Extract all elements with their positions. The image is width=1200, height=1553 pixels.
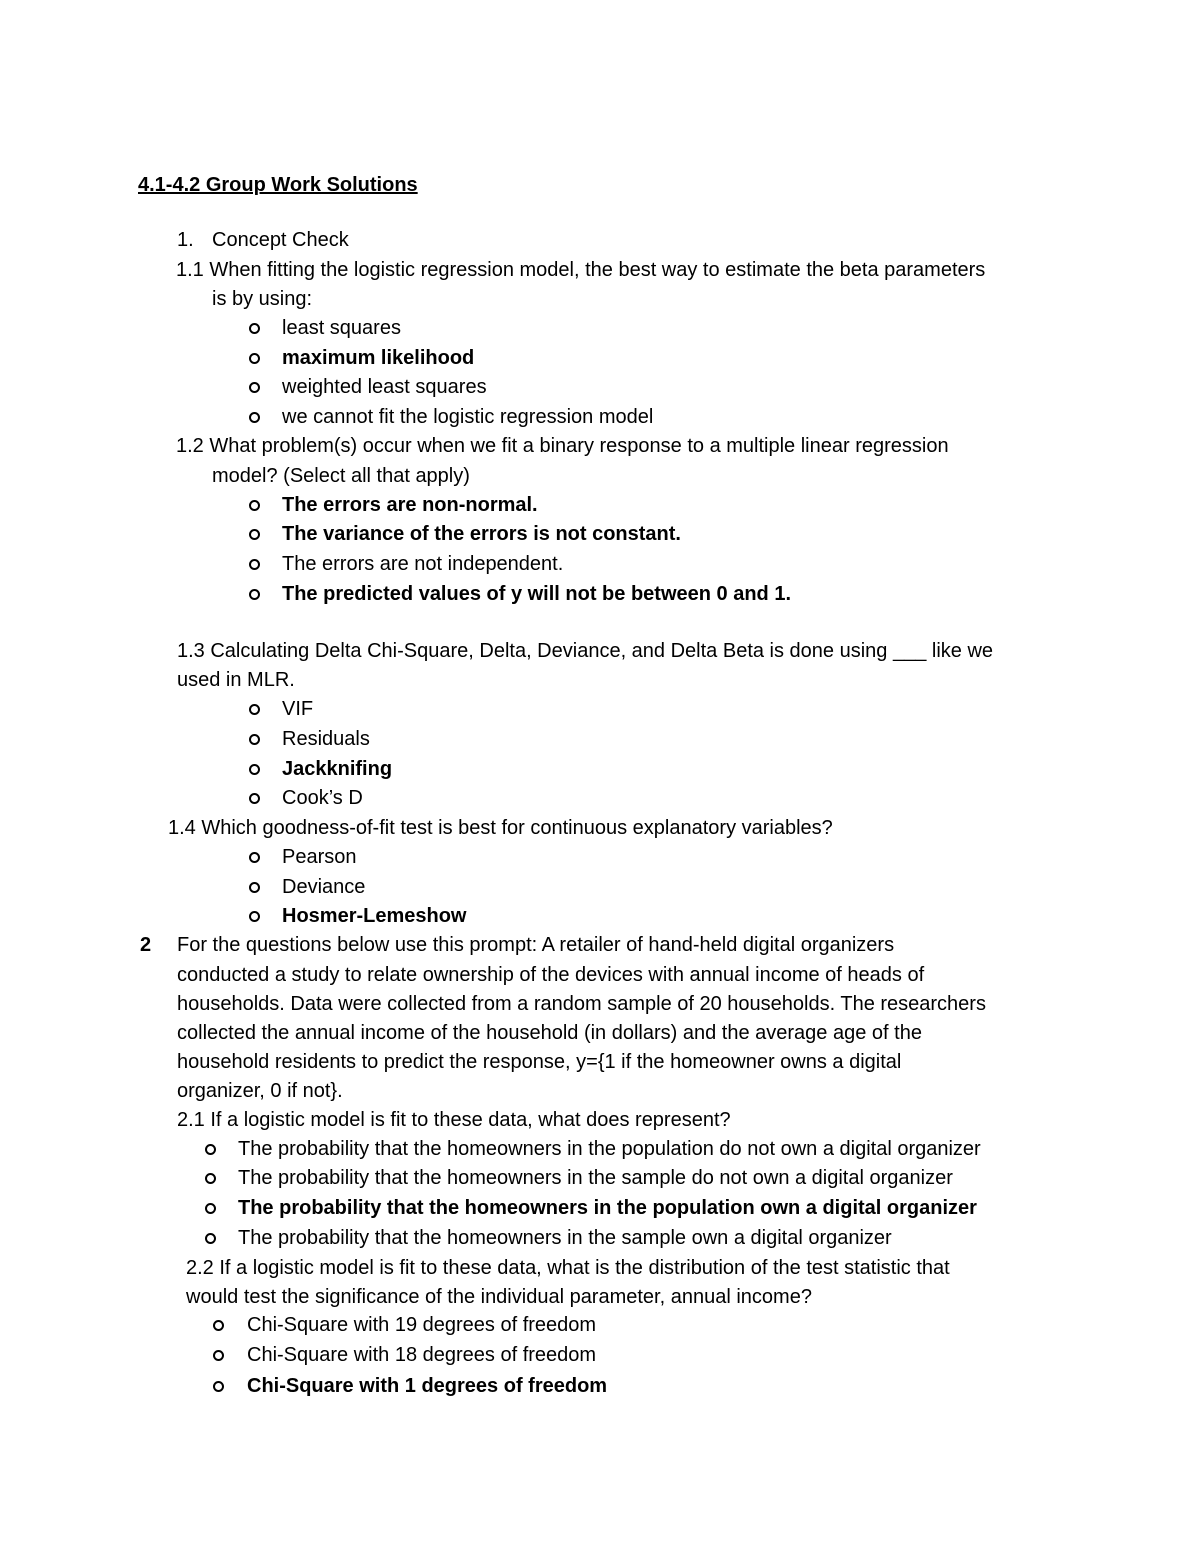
option-1-4-c-correct: Hosmer-Lemeshow [282,905,467,927]
option-1-3-a: VIF [282,698,314,720]
option-1-1-d: we cannot fit the logistic regression model [282,406,654,428]
question-1-4: 1.4 Which goodness-of-fit test is best for continuous explanatory variables? [168,817,833,839]
option-2-2-a: Chi-Square with 19 degrees of freedom [247,1314,597,1336]
option-2-2-b: Chi-Square with 18 degrees of freedom [247,1344,597,1366]
document-title: 4.1-4.2 Group Work Solutions [138,174,418,196]
option-1-3-c-correct: Jackknifing [282,758,393,780]
option-1-2-a-correct: The errors are non-normal. [282,494,538,516]
question-1-3-line2: used in MLR. [177,669,295,691]
option-1-3-d: Cook’s D [282,787,363,809]
prompt-line-4: collected the annual income of the household (in dollars) and the average age of the [177,1022,922,1044]
question-1-1-line2: is by using: [212,288,313,310]
question-2-2-line2: would test the significance of the individual parameter, annual income? [186,1286,812,1308]
option-2-1-c-correct: The probability that the homeowners in the population own a digital organizer [238,1197,977,1219]
prompt-line-5: household residents to predict the response, y={1 if the homeowner owns a digital [177,1051,902,1073]
section-1-label: Concept Check [212,229,349,251]
option-1-1-c: weighted least squares [282,376,487,398]
option-1-2-d-correct: The predicted values of y will not be between 0 and 1. [282,583,792,605]
option-1-3-b: Residuals [282,728,370,750]
prompt-line-6: organizer, 0 if not}. [177,1080,343,1102]
option-2-1-b: The probability that the homeowners in the sample do not own a digital organizer [238,1167,953,1189]
option-2-1-d: The probability that the homeowners in the sample own a digital organizer [238,1227,892,1249]
question-1-2-line2: model? (Select all that apply) [212,465,470,487]
option-1-1-b-correct: maximum likelihood [282,347,475,369]
option-1-1-a: least squares [282,317,401,339]
option-1-4-b: Deviance [282,876,366,898]
prompt-line-2: conducted a study to relate ownership of the devices with annual income of heads of [177,964,925,986]
option-2-2-c-correct: Chi-Square with 1 degrees of freedom [247,1375,608,1397]
option-1-2-b-correct: The variance of the errors is not constant. [282,523,681,545]
question-2-2-line1: 2.2 If a logistic model is fit to these data, what is the distribution of the test statistic that [186,1257,950,1279]
option-1-4-a: Pearson [282,846,357,868]
prompt-line-3: households. Data were collected from a random sample of 20 households. The researchers [177,993,986,1015]
question-1-1-line1: 1.1 When fitting the logistic regression model, the best way to estimate the beta parameters [176,259,986,281]
prompt-line-1: For the questions below use this prompt: A retailer of hand-held digital organizers [177,934,895,956]
option-2-1-a: The probability that the homeowners in the population do not own a digital organizer [238,1138,981,1160]
question-2-1: 2.1 If a logistic model is fit to these data, what does represent? [177,1109,731,1131]
question-1-2-line1: 1.2 What problem(s) occur when we fit a binary response to a multiple linear regression [176,435,949,457]
section-1-number: 1. [177,229,194,251]
question-1-3-line1: 1.3 Calculating Delta Chi-Square, Delta, Deviance, and Delta Beta is done using ___ like we [177,640,994,662]
option-1-2-c: The errors are not independent. [282,553,564,575]
section-2-number: 2 [140,934,152,956]
